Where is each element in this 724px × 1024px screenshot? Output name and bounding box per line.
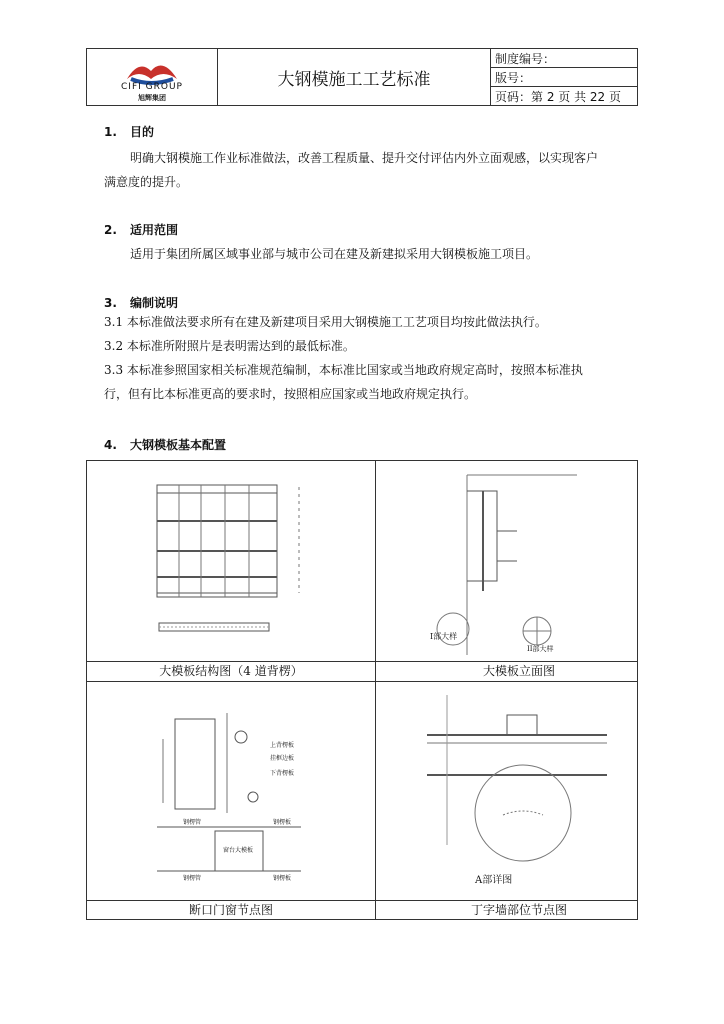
fig3-note: 钢楞管 [183, 875, 202, 882]
section-heading: 1. 目的 [104, 125, 155, 139]
section-heading: 4. 大钢模板基本配置 [104, 438, 227, 452]
section-text: 3.1 本标准做法要求所有在建及新建项目采用大钢模施工工艺项目均按此做法执行。 [104, 315, 547, 329]
figure-caption: 大模板结构图（4 道背楞） [159, 664, 303, 678]
logo-text-cn: 旭辉集团 [138, 94, 166, 102]
company-logo [87, 49, 218, 105]
fig4-note: A部详图 [475, 875, 513, 886]
fig2-note-right: II部大样 [527, 645, 554, 653]
fig3-note: 下背楞板 [270, 770, 295, 777]
section-text: 适用于集团所属区域事业部与城市公司在建及新建拟采用大钢模板施工项目。 [130, 247, 539, 261]
door-window-detail-drawing [157, 693, 307, 893]
fig3-note: 钢楞管 [183, 819, 202, 826]
section-text: 行，但有比本标准更高的要求时，按照相应国家或当地政府规定执行。 [104, 387, 477, 401]
figure-table [86, 460, 638, 920]
fig2-note-left: I部大样 [430, 632, 458, 641]
section-text: 3.2 本标准所附照片是表明需达到的最低标准。 [104, 339, 355, 353]
fig3-note: 钢楞板 [273, 819, 292, 826]
t-wall-detail-drawing [427, 695, 627, 895]
fig3-note: 挂框边板 [270, 755, 295, 762]
document-title: 大钢模施工工艺标准 [218, 49, 491, 105]
section-text: 明确大钢模施工作业标准做法，改善工程质量、提升交付评估内外立面观感，以实现客户 [130, 151, 599, 165]
logo-text-en: CIFI GROUP [121, 82, 183, 92]
section-heading: 3. 编制说明 [104, 296, 179, 310]
doc-page-label: 页码：第 2 页 共 22 页 [491, 86, 637, 105]
fig3-note: 上背楞板 [270, 742, 295, 749]
doc-code-label: 制度编号： [495, 51, 556, 66]
figure-caption: 大模板立面图 [482, 664, 555, 678]
figure-caption: 断口门窗节点图 [188, 903, 273, 917]
fig3-note: 钢楞板 [273, 875, 292, 882]
doc-version-label: 版号： [491, 67, 637, 86]
section-text: 满意度的提升。 [104, 175, 189, 189]
section-text: 3.3 本标准参照国家相关标准规范编制，本标准比国家或当地政府规定高时，按照本标准执 [104, 363, 583, 377]
document-meta [491, 49, 637, 105]
fig3-note: 窗台大模板 [223, 847, 254, 854]
formwork-structure-drawing [137, 473, 337, 653]
section-heading: 2. 适用范围 [104, 223, 179, 237]
document-header [86, 48, 638, 106]
figure-caption: 丁字墙部位节点图 [470, 903, 567, 917]
